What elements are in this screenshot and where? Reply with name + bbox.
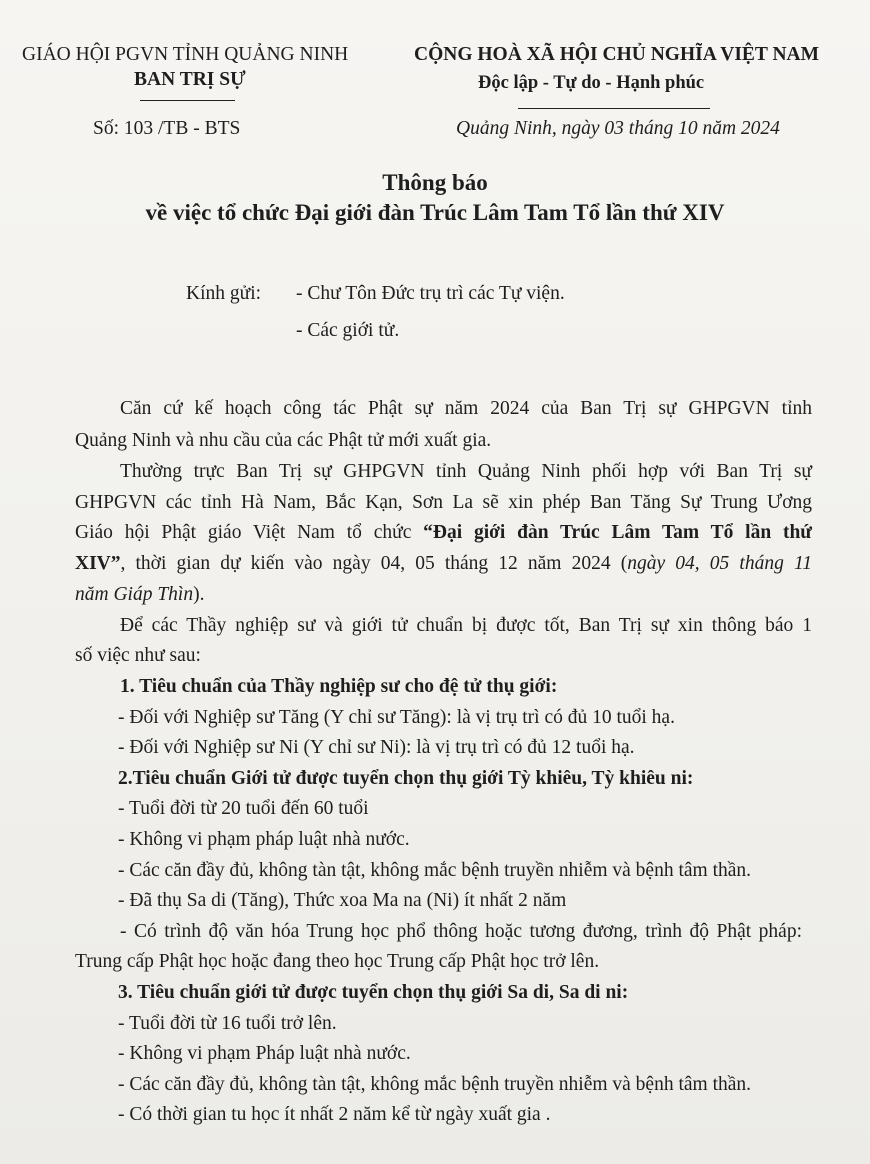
event-name-end: XIV” [75, 553, 121, 574]
org-name: GIÁO HỘI PGVN TỈNH QUẢNG NINH [22, 44, 349, 65]
list-item: - Không vi phạm Pháp luật nhà nước. [118, 1043, 411, 1064]
document-title: Thông báo [382, 170, 488, 195]
list-item: - Có thời gian tu học ít nhất 2 năm kể từ ngày xuất gia . [118, 1104, 551, 1125]
org-department: BAN TRỊ SỰ [134, 69, 246, 90]
recipient-item: - Các giới tử. [296, 320, 400, 341]
list-item: - Không vi phạm pháp luật nhà nước. [118, 829, 410, 850]
lunar-year: năm Giáp Thìn [75, 584, 194, 605]
event-name: “Đại giới đàn Trúc Lâm Tam Tổ lần thứ [423, 522, 812, 543]
paragraph-line: Quảng Ninh và nhu cầu của các Phật tử mới xuất gia. [75, 430, 492, 451]
recipient-item: - Chư Tôn Đức trụ trì các Tự viện. [296, 283, 565, 304]
section-heading: 2.Tiêu chuẩn Giới tử được tuyển chọn thụ giới Tỳ khiêu, Tỳ khiêu ni: [118, 768, 694, 789]
text-run: Giáo hội Phật giáo Việt Nam tổ chức [75, 522, 424, 543]
text-run: ). [193, 584, 205, 605]
list-item: - Tuổi đời từ 20 tuổi đến 60 tuổi [118, 798, 369, 819]
list-item: - Đối với Nghiệp sư Tăng (Y chỉ sư Tăng): là vị trụ trì có đủ 10 tuổi hạ. [118, 707, 675, 728]
recipients-label: Kính gửi: [186, 283, 262, 304]
list-item: - Các căn đầy đủ, không tàn tật, không mắc bệnh truyền nhiễm và bệnh tâm thần. [118, 1074, 752, 1095]
list-item: - Đối với Nghiệp sư Ni (Y chỉ sư Ni): là vị trụ trì có đủ 12 tuổi hạ. [118, 737, 635, 758]
motto-underline [518, 108, 710, 109]
text-run: , thời gian dự kiến vào ngày 04, 05 tháng 12 năm 2024 ( [120, 553, 628, 574]
list-item: - Đã thụ Sa di (Tăng), Thức xoa Ma na (Ni) ít nhất 2 năm [118, 890, 567, 911]
paragraph-line: Căn cứ kế hoạch công tác Phật sự năm 2024 của Ban Trị sự GHPGVN tỉnh [120, 398, 812, 419]
list-item: - Có trình độ văn hóa Trung học phổ thông hoặc tương đương, trình độ Phật pháp: [120, 921, 802, 942]
paragraph-line: số việc như sau: [75, 645, 201, 666]
nation-motto: Độc lập - Tự do - Hạnh phúc [478, 73, 705, 93]
paragraph-line [75, 584, 204, 606]
list-item-continuation: Trung cấp Phật học hoặc đang theo học Trung cấp Phật học trở lên. [75, 951, 600, 972]
list-item: - Các căn đầy đủ, không tàn tật, không mắc bệnh truyền nhiễm và bệnh tâm thần. [118, 860, 752, 881]
list-item: - Tuổi đời từ 16 tuổi trở lên. [118, 1013, 337, 1034]
lunar-date: ngày 04, 05 tháng 11 [627, 553, 812, 574]
document-subject: về việc tổ chức Đại giới đàn Trúc Lâm Tam Tổ lần thứ XIV [145, 200, 725, 225]
org-underline [140, 100, 235, 101]
place-date: Quảng Ninh, ngày 03 tháng 10 năm 2024 [456, 118, 780, 139]
nation-name: CỘNG HOÀ XÃ HỘI CHỦ NGHĨA VIỆT NAM [414, 44, 820, 65]
paragraph-line [75, 553, 812, 575]
section-heading: 3. Tiêu chuẩn giới tử được tuyển chọn thụ giới Sa di, Sa di ni: [118, 982, 629, 1003]
paragraph-line: Thường trực Ban Trị sự GHPGVN tỉnh Quảng Ninh phối hợp với Ban Trị sự [120, 461, 812, 482]
section-heading: 1. Tiêu chuẩn của Thầy nghiệp sư cho đệ tử thụ giới: [120, 676, 558, 697]
paragraph-line: Để các Thầy nghiệp sư và giới tử chuẩn bị được tốt, Ban Trị sự xin thông báo 1 [120, 615, 812, 636]
document-number: Số: 103 /TB - BTS [93, 118, 241, 139]
paragraph-line: GHPGVN các tỉnh Hà Nam, Bắc Kạn, Sơn La sẽ xin phép Ban Tăng Sự Trung Ương [75, 492, 812, 513]
paragraph-line [75, 522, 812, 544]
